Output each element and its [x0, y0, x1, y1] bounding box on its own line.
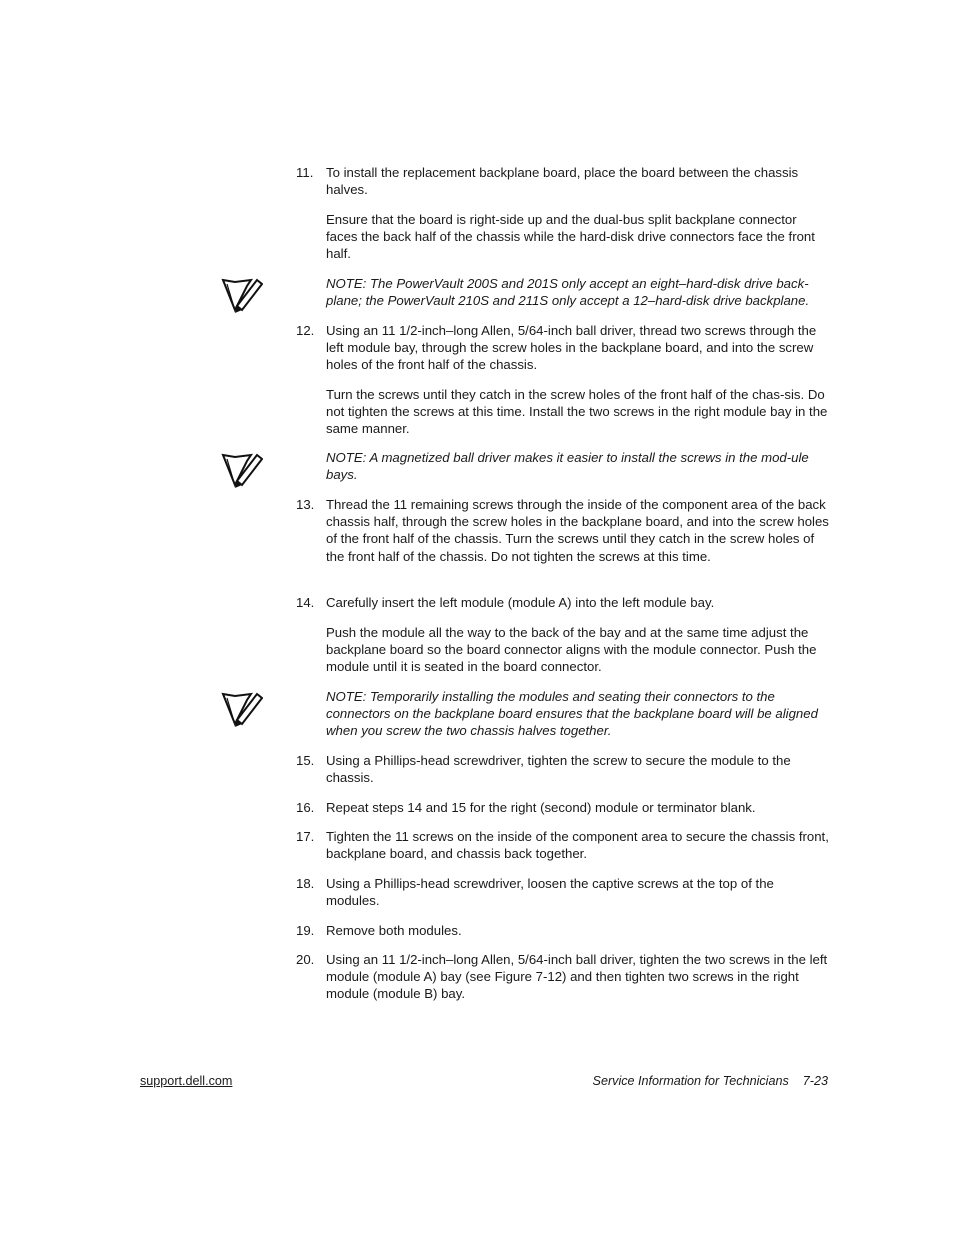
- note-2: NOTE: A magnetized ball driver makes it easier to install the screws in the mod-ule bays.: [326, 450, 809, 483]
- step-number: 13.: [296, 497, 315, 512]
- page-footer: [560, 1074, 828, 1088]
- step-text: Tighten the 11 screws on the inside of the component area to secure the chassis front, backplane board, and chassis back together.: [326, 829, 829, 862]
- step-13: [296, 496, 830, 565]
- step-number: 11.: [296, 165, 314, 180]
- support-link[interactable]: support.dell.com: [140, 1074, 233, 1088]
- step-number: 20.: [296, 952, 315, 967]
- step-text: Thread the 11 remaining screws through the inside of the component area of the back chassis half, through the screw holes in the backplane board, and into the screw holes of the front half of the chassis. Turn the screws until they catch in the screw holes of the front half of the chassis. Do not tighten the screws at this time.: [326, 497, 829, 564]
- note-pencil-icon: [221, 451, 263, 489]
- step-11-detail: Ensure that the board is right-side up and the dual-bus split backplane connector faces the back half of the chassis while the hard-disk drive connectors face the front half.: [326, 212, 815, 262]
- step-text: Repeat steps 14 and 15 for the right (second) module or terminator blank.: [326, 800, 756, 815]
- step-text: Remove both modules.: [326, 923, 462, 938]
- step-17: [296, 828, 830, 862]
- step-12: [296, 322, 830, 374]
- note-3: NOTE: Temporarily installing the modules and seating their connectors to the connectors on the backplane board ensures that the backplane board will be aligned when you screw the two chassis halves together.: [326, 689, 818, 739]
- step-12-detail: Turn the screws until they catch in the screw holes of the front half of the chas-sis. Do not tighten the screws at this time. Install the two screws in the right module bay in the same manner.: [326, 387, 828, 437]
- step-number: 19.: [296, 923, 315, 938]
- step-15: [296, 752, 830, 786]
- step-text: To install the replacement backplane board, place the board between the chassis halves.: [326, 165, 799, 198]
- step-number: 12.: [296, 323, 315, 338]
- step-14: [296, 594, 830, 611]
- step-text: Using a Phillips-head screwdriver, tighten the screw to secure the module to the chassis.: [326, 753, 791, 786]
- step-number: 17.: [296, 829, 315, 844]
- step-text: Using an 11 1/2-inch–long Allen, 5/64-inch ball driver, thread two screws through the left module bay, through the screw holes in the backplane board, and into the screw holes of the front half of the chassis.: [326, 323, 817, 373]
- step-18: [296, 875, 830, 909]
- page-number: 7-23: [802, 1074, 828, 1088]
- step-number: 15.: [296, 753, 315, 768]
- step-text: Using a Phillips-head screwdriver, loosen the captive screws at the top of the modules.: [326, 876, 774, 909]
- step-11: [296, 164, 830, 198]
- step-number: 16.: [296, 800, 315, 815]
- step-20: [296, 951, 830, 1003]
- note-pencil-icon: [221, 690, 263, 728]
- step-number: 14.: [296, 595, 315, 610]
- step-text: Carefully insert the left module (module A) into the left module bay.: [326, 595, 715, 610]
- step-number: 18.: [296, 876, 315, 891]
- note-pencil-icon: [221, 276, 263, 314]
- step-text: Using an 11 1/2-inch–long Allen, 5/64-inch ball driver, tighten the two screws in the left module (module A) bay (see Figure 7-12) and then tighten two screws in the right module (module B) bay.: [326, 952, 828, 1002]
- note-1: NOTE: The PowerVault 200S and 201S only accept an eight–hard-disk drive back-plane; the PowerVault 210S and 211S only accept a 12–hard-disk drive backplane.: [326, 276, 810, 309]
- step-14-detail: Push the module all the way to the back of the bay and at the same time adjust the backplane board so the board connector aligns with the module connector. Push the module until it is seated in the board connector.: [326, 625, 817, 675]
- step-19: [296, 922, 830, 939]
- step-16: [296, 799, 830, 816]
- footer-section-title: Service Information for Technicians: [592, 1074, 789, 1088]
